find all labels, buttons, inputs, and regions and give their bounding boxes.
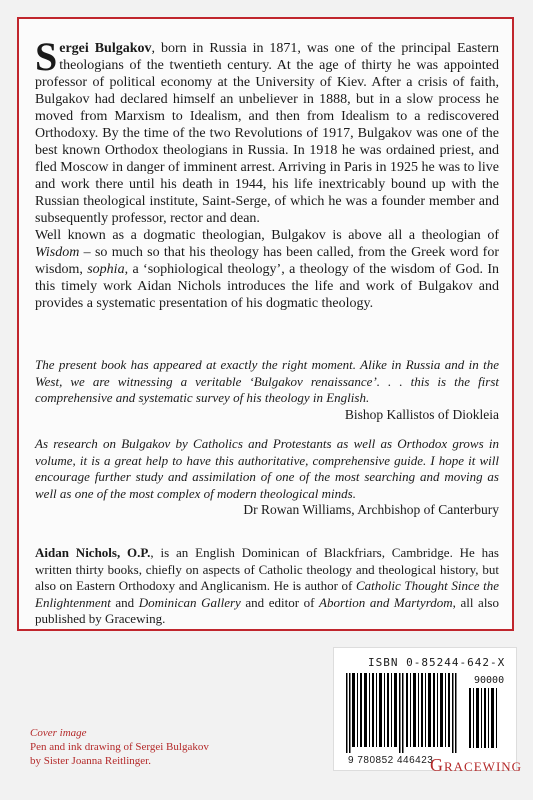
book-title-2: Dominican Gallery <box>138 594 241 610</box>
author-bio-text-2: and <box>110 594 139 610</box>
endorsement-2-text: As research on Bulgakov by Catholics and Protestants as well as Orthodox grows in volume, it is a great help to have this authoritative, comprehensive guide. I hope it will encourage further study and assimilation of one of the most searching and moving as well as one of the most complex of modern theological minds. <box>35 436 499 501</box>
cover-credit-line-1: Pen and ink drawing of Sergei Bulgakov <box>30 741 209 753</box>
endorsement-2-attribution: Dr Rowan Williams, Archbishop of Canterbury <box>243 502 499 517</box>
book-title-3: Abortion and Martyrdom <box>319 594 453 610</box>
drop-cap: S <box>35 34 58 79</box>
cover-credit-heading: Cover image <box>30 727 87 739</box>
cover-credit-line-2: by Sister Joanna Reitlinger. <box>30 755 151 767</box>
barcode-bars <box>346 673 466 753</box>
endorsement-1-text: The present book has appeared at exactly the right moment. Alike in Russia and in the West, we are witnessing a veritable ‘Bulgakov renaissance’. . . this is the first comprehensive and systematic survey of his theology in English. <box>35 357 499 405</box>
author-name: Aidan Nichols, O.P. <box>35 545 151 560</box>
blurb-paragraph-1 <box>35 34 499 227</box>
blurb-text-1: , born in Russia in 1871, was one of the principal Eastern theologians of the twentieth century. At the age of thirty he was appointed professor of political economy at the University of Kiev. After a crisis of faith, Bulgakov had declared himself an unbeliever in 1888, but in a slow process he moved from Marxism to Idealism, and then from Idealism to a rediscovered Orthodoxy. By the time of the two Revolutions of 1917, Bulgakov was one of the best known Orthodox theologians in Russia. In 1918 he was ordained priest, and fled Moscow in danger of imminent arrest. Arriving in Paris in 1925 he was to live and work there until his death in 1944, his life inextricably bound up with the Russian theological institute, Saint-Serge, of which he was a founder member and subsequently professor, rector and dean. <box>35 41 499 226</box>
price-barcode-bars <box>469 688 499 748</box>
book-title-1: Catholic Thought Since the Enlightenment <box>35 578 499 610</box>
isbn-label: ISBN 0-85244-642-X <box>368 656 506 669</box>
endorsement-1 <box>35 357 499 423</box>
sophia-term: sophia <box>87 262 125 277</box>
blurb-text-2a: Well known as a dogmatic theologian, Bulgakov is above all a theologian of <box>35 228 499 243</box>
wisdom-term: Wisdom <box>35 245 80 260</box>
publisher-logo: Gracewing <box>430 755 523 775</box>
cover-credit <box>30 726 270 768</box>
book-blurb <box>35 34 499 312</box>
ean-number: 9 780852 446423 <box>348 755 434 766</box>
blurb-paragraph-2 <box>35 227 499 312</box>
author-bio-text-4: , all also published by Gracewing. <box>35 594 499 626</box>
author-bio-text-1: , is an English Dominican of Blackfriars, Cambridge. He has written thirty books, chiefly on aspects of Catholic theology and theological history, but also on Eastern Orthodoxy and Anglicanism. He is author of <box>35 545 499 593</box>
isbn-barcode <box>333 647 517 771</box>
endorsement-1-attribution: Bishop Kallistos of Diokleia <box>344 406 499 422</box>
blurb-text-2c: , a ‘sophiological theology’, a theology of the wisdom of God. In this timely work Aidan Nichols introduces the life and work of Bulgakov and provides a systematic presentation of his dogmatic theology. <box>35 262 499 311</box>
author-bio <box>35 545 499 628</box>
price-code: 90000 <box>474 675 505 686</box>
author-bio-text-3: and editor of <box>240 594 320 610</box>
subject-name: ergei Bulgakov <box>59 41 152 56</box>
endorsement-2 <box>35 436 499 519</box>
blurb-text-2b: – so much so that his theology has been called, from the Greek word for wisdom, <box>35 245 499 277</box>
